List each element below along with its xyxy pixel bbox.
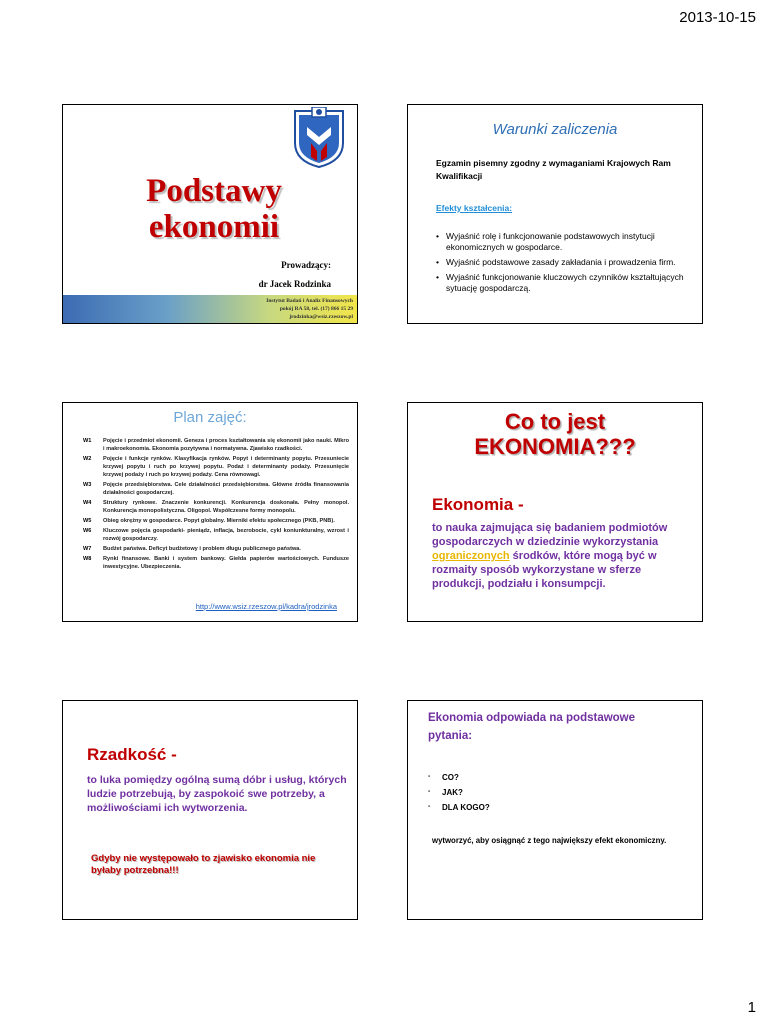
slide-heading: Warunki zaliczenia — [492, 121, 618, 138]
lecture-code: W1 — [83, 438, 92, 444]
lecture-topic: Struktury rynkowe. Znaczenie konkurencji. Konkurencja doskonała. Pełny monopol. Konkurencja monopolistyczna. Oligopol. Współczesne formy monopolu. — [103, 500, 349, 514]
slide-title — [62, 104, 358, 324]
list-item — [83, 517, 349, 525]
term-heading: Ekonomia - — [432, 495, 524, 514]
lecture-code: W4 — [83, 500, 92, 506]
university-crest-icon — [293, 107, 345, 169]
slide-schedule — [62, 402, 358, 622]
questions-list — [428, 773, 490, 818]
lecture-topic: Obieg okrężny w gospodarce. Popyt globalny. Mierniki efektu społecznego (PKB, PNB). — [103, 518, 335, 524]
lecture-code: W5 — [83, 518, 92, 524]
list-item — [83, 455, 349, 479]
list-item — [83, 555, 349, 571]
term-definition: to nauka zajmująca się badaniem podmiotów gospodarczych w dziedzinie wykorzystania ograniczonych środków, które mogą być w rozmaity sposób wykorzystane w sferze produkcji, podziału i konsumpcji. — [432, 522, 668, 590]
slide-footer-text: wytworzyć, aby osiągnąć z tego największy efekt ekonomiczny. — [432, 836, 667, 845]
lecture-code: W6 — [83, 528, 92, 534]
list-item — [83, 437, 349, 453]
page-date: 2013-10-15 — [679, 9, 756, 26]
slide-heading: Ekonomia odpowiada na podstawowe pytania: — [428, 712, 636, 742]
list-item: • Wyjaśnić podstawowe zasady zakładania i prowadzenia firm. — [436, 257, 698, 268]
list-item: - DLA KOGO? — [428, 803, 490, 818]
slide-heading: Plan zajęć: — [173, 409, 247, 426]
slide-what-is-economics — [407, 402, 703, 622]
list-item: • Wyjaśnić funkcjonowanie kluczowych czynników kształtujących sytuację gospodarczą. — [436, 272, 698, 294]
lecturer-page-link[interactable]: http://www.wsiz.rzeszow.pl/kadra/jrodzinka — [195, 602, 337, 611]
slide-scarcity — [62, 700, 358, 920]
learning-outcomes-link[interactable]: Efekty kształcenia: — [436, 203, 513, 213]
lecture-topic: Pojęcie przedsiębiorstwa. Cele działalności przedsiębiorstwa. Główne źródła finansowania działalności gospodarczej. — [103, 482, 349, 496]
lecture-topic: Pojęcie i przedmiot ekonomii. Geneza i proces kształtowania się ekonomii jako nauki. Mikro i makroekonomia. Ekonomia pozytywna i normatywna. Zjawisko rzadkości. — [103, 438, 349, 452]
list-item — [83, 545, 349, 553]
term-definition: to luka pomiędzy ogólną sumą dóbr i usług, których ludzie potrzebują, by zaspokoić swe potrzeby, a możliwościami ich wytworzenia. — [87, 774, 347, 814]
list-item: - JAK? — [428, 788, 490, 803]
emphasis-note: Gdyby nie występowało to zjawisko ekonomia nie byłaby potrzebna!!! — [91, 853, 316, 876]
slide-title-heading: Podstawy ekonomii — [146, 173, 282, 245]
list-item — [83, 527, 349, 543]
list-item — [83, 481, 349, 497]
lecture-topic: Kluczowe pojęcia gospodarki- pieniądz, inflacja, bezrobocie, cykl koniunkturalny, wzrost i rozwój gospodarczy. — [103, 528, 349, 542]
contact-info: Instytut Badań i Analiz Finansowych pokój RA 58, tel. (17) 866 15 29 jrodzinka@wsiz.rzeszow.pl — [266, 298, 353, 320]
lecture-code: W2 — [83, 456, 92, 462]
lecture-code: W7 — [83, 546, 92, 552]
presenter-label: Prowadzący: — [281, 260, 331, 270]
lecture-code: W8 — [83, 556, 92, 562]
slide-basic-questions — [407, 700, 703, 920]
list-item: • Wyjaśnić rolę i funkcjonowanie podstawowych instytucji ekonomicznych w gospodarce. — [436, 231, 698, 253]
lecture-topic: Rynki finansowe. Banki i system bankowy. Giełda papierów wartościowych. Fundusze inwestycyjne. Ubezpieczenia. — [103, 556, 349, 570]
list-item: - CO? — [428, 773, 490, 788]
outcomes-list — [436, 231, 698, 298]
slide-requirements — [407, 104, 703, 324]
page-number: 1 — [747, 999, 756, 1016]
highlighted-word: ograniczonych — [432, 550, 510, 562]
list-item — [83, 499, 349, 515]
schedule-list — [83, 437, 349, 573]
lecture-topic: Pojęcie i funkcje rynków. Klasyfikacja rynków. Popyt i determinanty popytu. Przesuniecie krzywej popytu i ruch po krzywej popytu. Podaż i determinanty podaży. Przesunięcie krzywej podaży i ruch po krzywej podaży. Cena równowagi. — [103, 456, 349, 478]
presenter-name: dr Jacek Rodzinka — [258, 279, 331, 289]
exam-description: Egzamin pisemny zgodny z wymaganiami Krajowych Ram Kwalifikacji — [436, 158, 671, 181]
slide-heading: Co to jest EKONOMIA??? — [474, 409, 636, 459]
lecture-code: W3 — [83, 482, 92, 488]
lecture-topic: Budżet państwa. Deficyt budżetowy i problem długu publicznego państwa. — [103, 546, 301, 552]
term-heading: Rzadkość - — [87, 745, 177, 764]
